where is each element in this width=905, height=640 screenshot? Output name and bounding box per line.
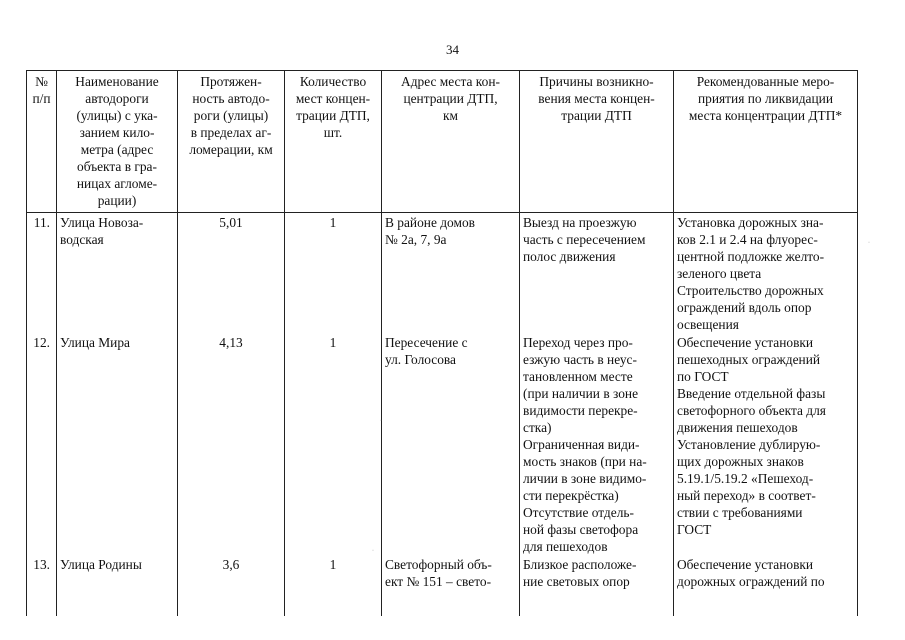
causes: Выезд на проезжую часть с пересечением полос движения (520, 213, 674, 334)
header-road-name: Наименование автодороги (улицы) с ука- занием кило- метра (адрес объекта в гра- ницах агломе- рации) (57, 71, 178, 213)
header-causes: Причины возникно- вения места концен- трации ДТП (520, 71, 674, 213)
row-number: 11. (27, 213, 57, 334)
header-measures: Рекомендованные меро- приятия по ликвидации места концентрации ДТП* (674, 71, 858, 213)
table-row (27, 333, 858, 555)
causes: Переход через про- езжую часть в неус- тановленном месте (при наличии в зоне видимости перекре- стка) Ограниченная види- мость знаков (при на- личии в зоне видимо- сти перекрёстка) Отсутствие отдель- ной фазы светофора для пешеходов (520, 333, 674, 555)
header-number: № п/п (27, 71, 57, 213)
road-name: Улица Родины (57, 555, 178, 616)
spot-count: 1 (285, 555, 382, 616)
measures: Обеспечение установки пешеходных ограждений по ГОСТ Введение отдельной фазы светофорного объекта для движения пешеходов Установление дублирую- щих дорожных знаков 5.19.1/5.19.2 «Пешеход- ный переход» в соответ- ствии с требованиями ГОСТ (674, 333, 858, 555)
spot-count: 1 (285, 333, 382, 555)
page-number: 34 (446, 42, 459, 57)
road-name: Улица Новоза- водская (57, 213, 178, 334)
accident-concentration-table (26, 70, 858, 616)
scan-speck: · (380, 418, 382, 424)
scan-speck: · (868, 240, 870, 246)
causes: Близкое расположе- ние световых опор (520, 555, 674, 616)
spot-count: 1 (285, 213, 382, 334)
row-number: 13. (27, 555, 57, 616)
spot-address: Светофорный объ- ект № 151 – свето- (382, 555, 520, 616)
measures: Установка дорожных зна- ков 2.1 и 2.4 на флуорес- центной подложке желто- зеленого цвета Строительство дорожных ограждений вдоль опор освещения (674, 213, 858, 334)
header-road-length: Протяжен- ность автодо- роги (улицы) в пределах аг- ломерации, км (178, 71, 285, 213)
road-length: 5,01 (178, 213, 285, 334)
road-name: Улица Мира (57, 333, 178, 555)
scan-speck: · (372, 548, 374, 554)
table-row (27, 555, 858, 616)
measures: Обеспечение установки дорожных ограждений по (674, 555, 858, 616)
spot-address: Пересечение с ул. Голосова (382, 333, 520, 555)
road-length: 4,13 (178, 333, 285, 555)
table-header-row (27, 71, 858, 213)
row-number: 12. (27, 333, 57, 555)
header-spot-count: Количество мест концен- трации ДТП, шт. (285, 71, 382, 213)
header-spot-address: Адрес места кон- центрации ДТП, км (382, 71, 520, 213)
spot-address: В районе домов № 2а, 7, 9а (382, 213, 520, 334)
road-length: 3,6 (178, 555, 285, 616)
table-row (27, 213, 858, 334)
